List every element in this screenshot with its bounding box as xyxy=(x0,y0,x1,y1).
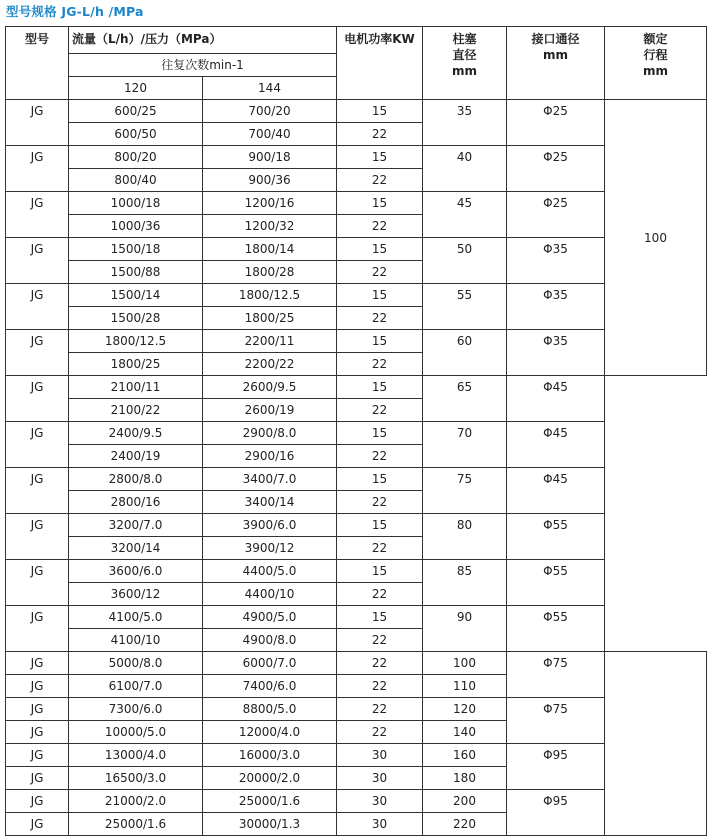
header-rate-144: 144 xyxy=(203,77,337,100)
cell-port: Φ45 xyxy=(507,376,605,422)
cell-flow-144: 2900/16 xyxy=(203,445,337,468)
cell-port: Φ75 xyxy=(507,652,605,698)
header-stroke-rate: 往复次数min-1 xyxy=(69,54,337,77)
cell-model: JG xyxy=(6,146,69,192)
cell-flow-120: 3600/6.0 xyxy=(69,560,203,583)
cell-motor: 22 xyxy=(337,675,423,698)
cell-port: Φ75 xyxy=(507,698,605,744)
cell-plunger: 40 xyxy=(423,146,507,192)
cell-flow-144: 1800/12.5 xyxy=(203,284,337,307)
cell-flow-120: 7300/6.0 xyxy=(69,698,203,721)
header-port-line2: mm xyxy=(542,48,568,62)
cell-motor: 15 xyxy=(337,284,423,307)
cell-flow-144: 1200/32 xyxy=(203,215,337,238)
cell-flow-144: 8800/5.0 xyxy=(203,698,337,721)
header-plunger xyxy=(423,27,507,100)
cell-flow-144: 900/36 xyxy=(203,169,337,192)
cell-flow-144: 2200/11 xyxy=(203,330,337,353)
cell-flow-144: 4400/10 xyxy=(203,583,337,606)
cell-model: JG xyxy=(6,790,69,813)
cell-flow-120: 2100/22 xyxy=(69,399,203,422)
cell-model: JG xyxy=(6,100,69,146)
cell-flow-144: 4400/5.0 xyxy=(203,560,337,583)
cell-motor: 22 xyxy=(337,353,423,376)
cell-plunger: 110 xyxy=(423,675,507,698)
cell-flow-120: 2400/9.5 xyxy=(69,422,203,445)
cell-flow-120: 800/20 xyxy=(69,146,203,169)
cell-motor: 22 xyxy=(337,169,423,192)
page-title: 型号规格 JG-L/h /MPa xyxy=(6,4,144,19)
cell-model: JG xyxy=(6,813,69,836)
cell-flow-144: 1200/16 xyxy=(203,192,337,215)
cell-motor: 30 xyxy=(337,813,423,836)
cell-motor: 22 xyxy=(337,537,423,560)
cell-port: Φ55 xyxy=(507,514,605,560)
cell-flow-120: 10000/5.0 xyxy=(69,721,203,744)
header-plunger-line2: 直径 xyxy=(452,48,477,62)
table-row xyxy=(6,100,707,123)
cell-flow-144: 2600/19 xyxy=(203,399,337,422)
cell-motor: 22 xyxy=(337,652,423,675)
table-row xyxy=(6,330,707,353)
cell-model: JG xyxy=(6,514,69,560)
cell-motor: 22 xyxy=(337,721,423,744)
cell-motor: 22 xyxy=(337,445,423,468)
header-stroke-line2: 行程 xyxy=(643,48,668,62)
table-row xyxy=(6,652,707,675)
cell-motor: 30 xyxy=(337,790,423,813)
cell-flow-120: 25000/1.6 xyxy=(69,813,203,836)
header-plunger-line3: mm xyxy=(451,64,477,78)
cell-flow-120: 800/40 xyxy=(69,169,203,192)
cell-plunger: 55 xyxy=(423,284,507,330)
cell-model: JG xyxy=(6,606,69,652)
cell-flow-144: 3400/14 xyxy=(203,491,337,514)
cell-plunger: 85 xyxy=(423,560,507,606)
cell-flow-144: 20000/2.0 xyxy=(203,767,337,790)
cell-flow-120: 1500/14 xyxy=(69,284,203,307)
cell-motor: 15 xyxy=(337,100,423,123)
cell-flow-144: 3900/12 xyxy=(203,537,337,560)
cell-flow-144: 2900/8.0 xyxy=(203,422,337,445)
cell-plunger: 50 xyxy=(423,238,507,284)
cell-model: JG xyxy=(6,560,69,606)
header-rate-120: 120 xyxy=(69,77,203,100)
cell-motor: 22 xyxy=(337,307,423,330)
cell-flow-144: 4900/5.0 xyxy=(203,606,337,629)
header-stroke xyxy=(605,27,707,100)
table-row xyxy=(6,376,707,399)
cell-port: Φ95 xyxy=(507,744,605,790)
table-row xyxy=(6,468,707,491)
cell-motor: 22 xyxy=(337,399,423,422)
cell-port: Φ25 xyxy=(507,146,605,192)
cell-flow-120: 1500/88 xyxy=(69,261,203,284)
cell-plunger: 200 xyxy=(423,790,507,813)
table-row xyxy=(6,238,707,261)
cell-motor: 15 xyxy=(337,146,423,169)
table-row xyxy=(6,606,707,629)
cell-flow-144: 4900/8.0 xyxy=(203,629,337,652)
cell-flow-144: 1800/14 xyxy=(203,238,337,261)
header-stroke-line3: mm xyxy=(642,64,668,78)
cell-motor: 15 xyxy=(337,238,423,261)
cell-port: Φ55 xyxy=(507,560,605,606)
table-row xyxy=(6,790,707,813)
cell-port: Φ45 xyxy=(507,422,605,468)
cell-plunger: 45 xyxy=(423,192,507,238)
cell-flow-144: 700/20 xyxy=(203,100,337,123)
cell-flow-144: 900/18 xyxy=(203,146,337,169)
cell-port: Φ45 xyxy=(507,468,605,514)
cell-model: JG xyxy=(6,698,69,721)
cell-motor: 15 xyxy=(337,560,423,583)
cell-flow-120: 600/25 xyxy=(69,100,203,123)
cell-flow-120: 3600/12 xyxy=(69,583,203,606)
cell-model: JG xyxy=(6,721,69,744)
cell-motor: 22 xyxy=(337,629,423,652)
cell-flow-120: 3200/7.0 xyxy=(69,514,203,537)
cell-motor: 22 xyxy=(337,491,423,514)
cell-flow-144: 7400/6.0 xyxy=(203,675,337,698)
cell-motor: 22 xyxy=(337,583,423,606)
cell-port: Φ35 xyxy=(507,330,605,376)
cell-flow-120: 2800/16 xyxy=(69,491,203,514)
cell-flow-120: 1000/36 xyxy=(69,215,203,238)
cell-flow-120: 1500/18 xyxy=(69,238,203,261)
cell-motor: 15 xyxy=(337,376,423,399)
cell-flow-120: 1800/12.5 xyxy=(69,330,203,353)
cell-flow-120: 1000/18 xyxy=(69,192,203,215)
cell-motor: 22 xyxy=(337,123,423,146)
cell-port: Φ95 xyxy=(507,790,605,836)
cell-flow-144: 25000/1.6 xyxy=(203,790,337,813)
cell-flow-144: 30000/1.3 xyxy=(203,813,337,836)
cell-flow-144: 2600/9.5 xyxy=(203,376,337,399)
cell-plunger: 120 xyxy=(423,698,507,721)
cell-plunger: 160 xyxy=(423,744,507,767)
cell-flow-120: 13000/4.0 xyxy=(69,744,203,767)
cell-flow-144: 3400/7.0 xyxy=(203,468,337,491)
cell-port: Φ35 xyxy=(507,238,605,284)
cell-rated-stroke: 100 xyxy=(605,100,707,376)
cell-flow-120: 16500/3.0 xyxy=(69,767,203,790)
header-motor: 电机功率KW xyxy=(337,27,423,100)
cell-flow-144: 1800/25 xyxy=(203,307,337,330)
cell-motor: 22 xyxy=(337,215,423,238)
cell-model: JG xyxy=(6,767,69,790)
cell-plunger: 60 xyxy=(423,330,507,376)
cell-flow-120: 5000/8.0 xyxy=(69,652,203,675)
spec-table-body xyxy=(6,100,707,836)
cell-flow-120: 1500/28 xyxy=(69,307,203,330)
header-port xyxy=(507,27,605,100)
cell-flow-144: 2200/22 xyxy=(203,353,337,376)
cell-model: JG xyxy=(6,744,69,767)
cell-plunger: 80 xyxy=(423,514,507,560)
cell-model: JG xyxy=(6,652,69,675)
cell-model: JG xyxy=(6,192,69,238)
cell-plunger: 180 xyxy=(423,767,507,790)
header-flow-pressure: 流量（L/h）/压力（MPa） xyxy=(69,27,337,54)
cell-port: Φ55 xyxy=(507,606,605,652)
header-stroke-line1: 额定 xyxy=(643,32,668,46)
cell-plunger: 90 xyxy=(423,606,507,652)
header-port-line1: 接口通径 xyxy=(531,32,580,46)
table-row xyxy=(6,514,707,537)
cell-model: JG xyxy=(6,376,69,422)
header-plunger-line1: 柱塞 xyxy=(452,32,477,46)
table-row xyxy=(6,422,707,445)
cell-flow-120: 2100/11 xyxy=(69,376,203,399)
cell-plunger: 35 xyxy=(423,100,507,146)
cell-model: JG xyxy=(6,330,69,376)
cell-plunger: 100 xyxy=(423,652,507,675)
cell-motor: 15 xyxy=(337,330,423,353)
cell-motor: 15 xyxy=(337,192,423,215)
cell-motor: 15 xyxy=(337,514,423,537)
cell-port: Φ25 xyxy=(507,192,605,238)
cell-port: Φ25 xyxy=(507,100,605,146)
cell-flow-120: 21000/2.0 xyxy=(69,790,203,813)
cell-flow-120: 1800/25 xyxy=(69,353,203,376)
cell-stroke-blank xyxy=(605,652,707,836)
cell-flow-144: 6000/7.0 xyxy=(203,652,337,675)
cell-flow-144: 1800/28 xyxy=(203,261,337,284)
cell-flow-120: 4100/5.0 xyxy=(69,606,203,629)
cell-plunger: 140 xyxy=(423,721,507,744)
cell-port: Φ35 xyxy=(507,284,605,330)
table-row xyxy=(6,192,707,215)
cell-plunger: 70 xyxy=(423,422,507,468)
cell-plunger: 75 xyxy=(423,468,507,514)
table-row xyxy=(6,284,707,307)
cell-motor: 30 xyxy=(337,767,423,790)
cell-model: JG xyxy=(6,468,69,514)
cell-plunger: 65 xyxy=(423,376,507,422)
cell-flow-120: 2400/19 xyxy=(69,445,203,468)
cell-motor: 15 xyxy=(337,422,423,445)
cell-flow-120: 2800/8.0 xyxy=(69,468,203,491)
cell-flow-144: 16000/3.0 xyxy=(203,744,337,767)
spec-table xyxy=(5,26,707,836)
cell-model: JG xyxy=(6,675,69,698)
cell-motor: 22 xyxy=(337,698,423,721)
cell-motor: 30 xyxy=(337,744,423,767)
table-row xyxy=(6,560,707,583)
cell-motor: 15 xyxy=(337,468,423,491)
cell-flow-144: 3900/6.0 xyxy=(203,514,337,537)
table-row xyxy=(6,146,707,169)
cell-flow-120: 600/50 xyxy=(69,123,203,146)
cell-plunger: 220 xyxy=(423,813,507,836)
cell-model: JG xyxy=(6,238,69,284)
table-row xyxy=(6,744,707,767)
cell-model: JG xyxy=(6,422,69,468)
cell-motor: 15 xyxy=(337,606,423,629)
cell-model: JG xyxy=(6,284,69,330)
header-model: 型号 xyxy=(6,27,69,100)
cell-flow-144: 700/40 xyxy=(203,123,337,146)
table-row xyxy=(6,698,707,721)
cell-flow-120: 3200/14 xyxy=(69,537,203,560)
cell-motor: 22 xyxy=(337,261,423,284)
cell-flow-120: 6100/7.0 xyxy=(69,675,203,698)
cell-flow-120: 4100/10 xyxy=(69,629,203,652)
cell-flow-144: 12000/4.0 xyxy=(203,721,337,744)
